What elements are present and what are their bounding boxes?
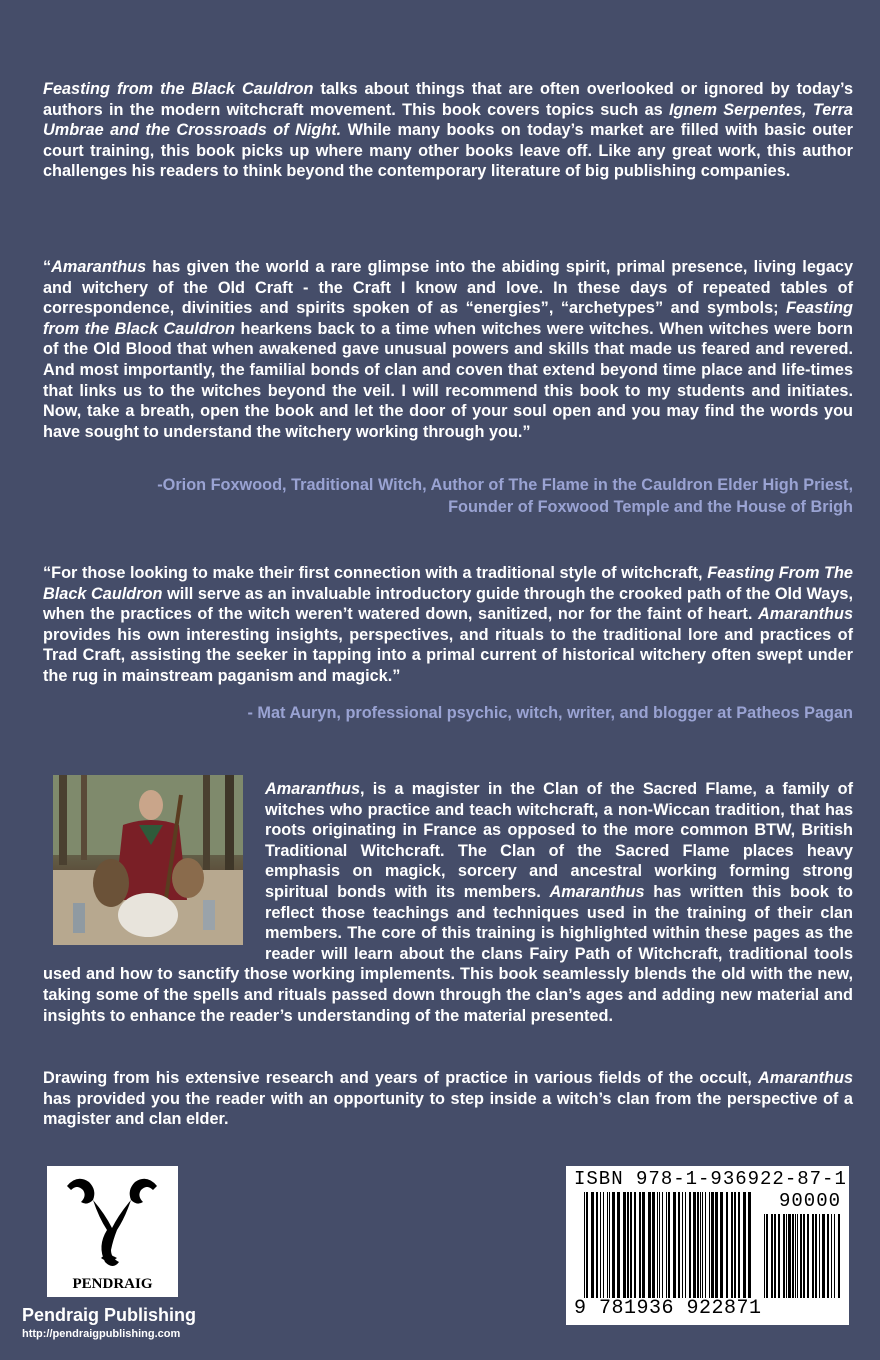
quote1-author: Amaranthus xyxy=(51,258,147,276)
barcode-bar xyxy=(623,1192,626,1298)
author-photo xyxy=(53,775,243,945)
barcode-bar xyxy=(788,1214,791,1298)
barcode-bar xyxy=(648,1192,651,1298)
intro-book-title: Feasting from the Black Cauldron xyxy=(43,80,314,98)
barcode-bar xyxy=(591,1192,594,1298)
barcode-digits: 9 781936 922871 xyxy=(574,1297,762,1320)
closing-author: Amaranthus xyxy=(758,1069,853,1087)
bio-text-b: has written this book to reflect those teachings and techniques used in the training of their clan members. The core of this training is highlighted within these pages as the reader will learn about the clans Fairy Path of Witchcraft, traditional tools used and how to sanctify those working implements. This book seamlessly blends the old with the new, taking some of the spells and rituals passed down through the clan’s ages and adding new material and insights to enhance the reader’s understanding of the material presented. xyxy=(43,882,854,1025)
quote1-book-title: Feasting from the Black Cauldron xyxy=(43,299,853,338)
barcode-bar xyxy=(673,1192,676,1298)
quote2-author: Amaranthus xyxy=(758,605,853,624)
barcode-bar xyxy=(634,1192,636,1298)
intro-topics: Ignem Serpentes, Terra Umbrae and the Crossroads of Night. xyxy=(43,100,853,140)
attribution-foxwood-line1: -Orion Foxwood, Traditional Witch, Author of The Flame in the Cauldron Elder High Priest, xyxy=(157,476,853,494)
barcode-bar xyxy=(627,1192,629,1298)
barcode-bar xyxy=(609,1192,610,1298)
barcode-bar xyxy=(822,1214,825,1298)
author-bio xyxy=(43,779,853,1026)
barcode-bar xyxy=(617,1192,620,1298)
publisher-logo xyxy=(47,1166,178,1297)
barcode-bar xyxy=(774,1214,776,1298)
barcode-bar xyxy=(715,1192,718,1298)
barcode-bar xyxy=(819,1214,820,1298)
quote2-text-b: will serve as an invaluable introductory guide through the crooked path of the Old Ways, when the practices of the witch weren’t watered down, sanitized, nor for the faint of heart. xyxy=(43,584,853,624)
logo-wordmark: PENDRAIG xyxy=(72,1276,153,1292)
closing-text-a: Drawing from his extensive research and years of practice in various fields of the occult, xyxy=(43,1069,758,1087)
quote1-text-b: hearkens back to a time when witches were witches. When witches were born of the Old Blood that when awakened gave unusual powers and skills that made us feared and revered. And most importantly, the familial bonds of clan and coven that extend beyond time place and life-times that links us to the witches beyond the veil. I will recommend this book to my students and initiates. Now, take a breath, open the book and let the door of your soul open and you may find the words you have sought to understand the witchery working through you.” xyxy=(43,319,853,441)
barcode-bar xyxy=(600,1192,601,1298)
barcode-bar xyxy=(639,1192,641,1298)
barcode-bar xyxy=(792,1214,794,1298)
barcode-bar xyxy=(748,1192,751,1298)
barcode-bar xyxy=(662,1192,663,1298)
review-quote-auryn xyxy=(43,563,853,687)
barcode-bar xyxy=(612,1192,615,1298)
publisher-url[interactable]: http://pendraigpublishing.com xyxy=(22,1328,181,1340)
barcode-bar xyxy=(586,1192,588,1298)
quote1-open-mark: “ xyxy=(43,258,52,276)
review-quote-foxwood xyxy=(43,257,853,442)
price-code: 90000 xyxy=(778,1190,841,1212)
barcode-bar xyxy=(720,1192,723,1298)
closing-text-b: has provided you the reader with an opportunity to step inside a witch’s clan from the perspective of a magister and clan elder. xyxy=(43,1089,853,1129)
barcode-bar xyxy=(705,1192,706,1298)
barcode-bar xyxy=(807,1214,809,1298)
barcode-bar xyxy=(815,1214,817,1298)
barcode-bar xyxy=(743,1192,746,1298)
barcode-bar xyxy=(734,1192,736,1298)
barcode-bar xyxy=(831,1214,832,1298)
barcode-bar xyxy=(709,1192,710,1298)
barcode-bar xyxy=(652,1192,655,1298)
barcode-bar xyxy=(778,1214,780,1298)
barcode-bar xyxy=(786,1214,787,1298)
barcode-bar xyxy=(783,1214,785,1298)
barcode-bar xyxy=(596,1192,598,1298)
intro-text-b: While many books on today’s market are filled with basic outer court training, this book picks up where many other books leave off. Like any great work, this author challenges his readers to think beyond the contemporary literature of big publishing companies. xyxy=(43,121,853,181)
barcode-bar xyxy=(603,1192,604,1298)
barcode-bar xyxy=(738,1192,740,1298)
barcode-bar xyxy=(726,1192,728,1298)
barcode-bar xyxy=(838,1214,840,1298)
barcode-bar xyxy=(766,1214,768,1298)
closing-paragraph xyxy=(43,1068,853,1130)
quote2-text-c: provides his own interesting insights, perspectives, and rituals to the traditional lore and practices of Trad Craft, assisting the seeker in tapping into a primal current of historical witchery often swept under the rug in mainstream paganism and magick.” xyxy=(43,625,853,685)
quote2-text-a: “For those looking to make their first connection with a traditional style of witchcraft, xyxy=(43,564,708,582)
barcode-bar xyxy=(702,1192,703,1298)
quote1-text-a: has given the world a rare glimpse into the abiding spirit, primal presence, living legacy and witchery of the Old Craft - the Craft I know and love. In these days of repeated tables of correspondence, divinities and spirits spoken of as “energies”, “archetypes” and symbols; xyxy=(43,258,853,318)
bio-author-2: Amaranthus xyxy=(549,882,645,901)
barcode-bar xyxy=(689,1192,691,1298)
barcode-bar xyxy=(797,1214,798,1298)
publisher-name: Pendraig Publishing xyxy=(22,1305,197,1325)
barcode-bar xyxy=(682,1192,683,1298)
barcode-bar xyxy=(764,1214,765,1298)
barcode-bar xyxy=(711,1192,714,1298)
barcode-bar xyxy=(657,1192,658,1298)
barcode-bar xyxy=(642,1192,645,1298)
barcode-bar xyxy=(693,1192,696,1298)
isbn-barcode xyxy=(566,1166,849,1325)
intro-paragraph xyxy=(43,79,853,182)
isbn-label: ISBN 978-1-936922-87-1 xyxy=(574,1168,847,1190)
barcode-bar xyxy=(659,1192,660,1298)
barcode-bar xyxy=(685,1192,686,1298)
barcode-bar xyxy=(834,1214,835,1298)
barcode-bar xyxy=(771,1214,773,1298)
barcode-bar xyxy=(666,1192,667,1298)
barcode-bar xyxy=(800,1214,802,1298)
attribution-foxwood xyxy=(73,475,853,518)
barcode-bar xyxy=(700,1192,701,1298)
barcode-bar xyxy=(803,1214,805,1298)
attribution-auryn: - Mat Auryn, professional psychic, witch, writer, and blogger at Patheos Pagan xyxy=(247,704,853,722)
barcode-bar xyxy=(697,1192,699,1298)
barcode-bar xyxy=(678,1192,680,1298)
barcode-bar xyxy=(827,1214,829,1298)
barcode-bar xyxy=(668,1192,670,1298)
barcode-bar xyxy=(812,1214,814,1298)
barcode-bar xyxy=(630,1192,632,1298)
attribution-foxwood-line2: Founder of Foxwood Temple and the House of Brigh xyxy=(448,497,853,516)
intro-text-a: talks about things that are often overlooked or ignored by today’s authors in the modern witchcraft movement. This book covers topics such as xyxy=(43,80,854,119)
barcode-bar xyxy=(795,1214,796,1298)
barcode-bar xyxy=(607,1192,608,1298)
barcode-bar xyxy=(731,1192,733,1298)
dragon-triskele-icon xyxy=(47,1166,178,1297)
bio-author: Amaranthus xyxy=(265,780,360,798)
quote2-book-title: Feasting From The Black Cauldron xyxy=(43,564,853,603)
author-photo-illustration xyxy=(53,775,243,945)
bio-text-a: , is a magister in the Clan of the Sacred Flame, a family of witches who practice and teach witchcraft, a non-Wiccan tradition, that has roots originating in France as opposed to the more common BTW, British Traditional Witchcraft. The Clan of the Sacred Flame places heavy emphasis on magick, sorcery and ancestral working forming strong spiritual bonds with its members. xyxy=(265,780,853,901)
barcode-bar xyxy=(584,1192,585,1298)
